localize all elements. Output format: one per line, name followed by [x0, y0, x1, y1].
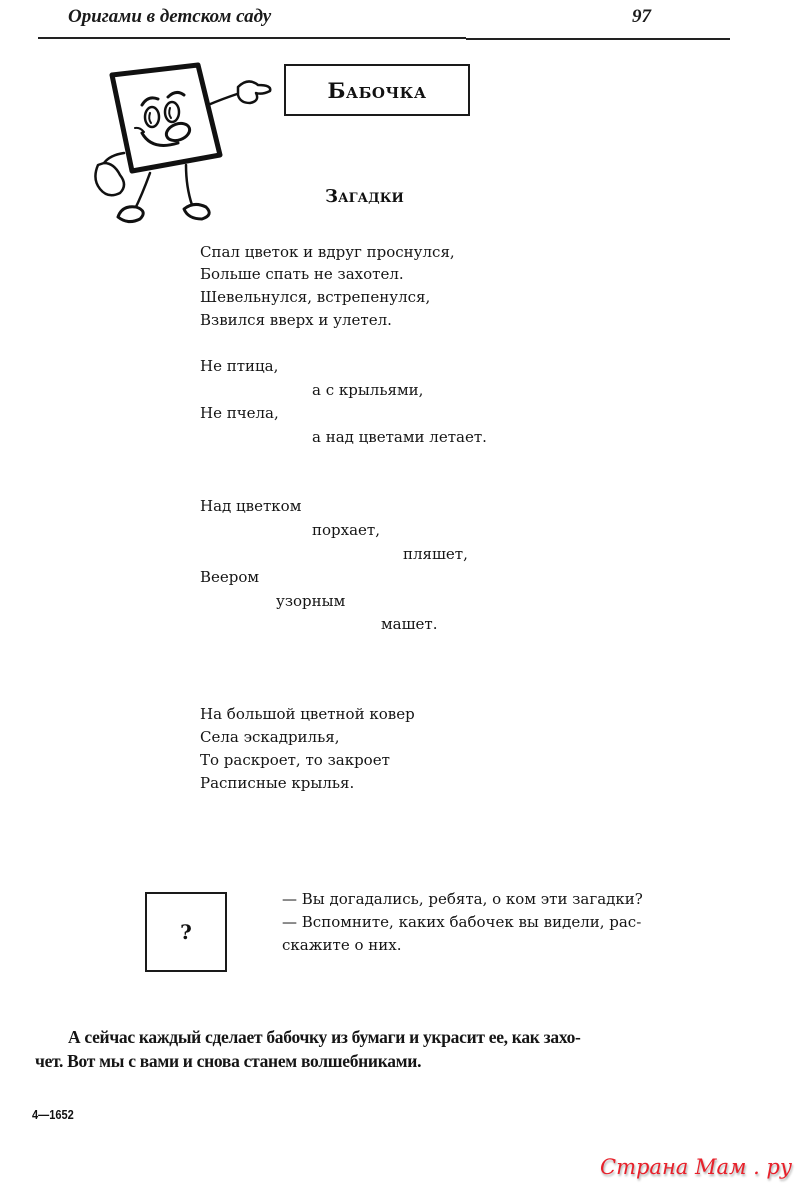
- poem-line: Не птица,: [200, 357, 279, 375]
- mascot-hand-right: [238, 81, 270, 103]
- poem-line: Веером: [200, 568, 260, 586]
- header-rule-right: [466, 38, 730, 40]
- title-box: [284, 64, 470, 116]
- poem-line: Взвился вверх и улетел.: [200, 311, 392, 329]
- poem-line: На большой цветной ковер: [200, 705, 415, 723]
- square-mascot-illustration: [90, 55, 285, 235]
- paragraph-line: А сейчас каждый сделает бабочку из бумаги и украсит ее, как захо-: [68, 1027, 581, 1047]
- poem-line: Села эскадрилья,: [200, 728, 340, 746]
- question-line: — Вспомните, каких бабочек вы видели, рас-: [282, 913, 642, 931]
- watermark-logo: Страна Мам . ру: [600, 1155, 793, 1179]
- question-line: — Вы догадались, ребята, о ком эти загадки?: [282, 890, 643, 908]
- section-subtitle: Загадки: [325, 186, 404, 207]
- poem-line: Расписные крылья.: [200, 774, 355, 792]
- poem-line: Над цветком: [200, 497, 302, 515]
- page-number: 97: [632, 6, 651, 27]
- poem-line: а с крыльями,: [312, 381, 424, 399]
- page-title: Бабочка: [327, 77, 427, 103]
- running-head: Оригами в детском саду: [68, 6, 272, 27]
- question-line: скажите о них.: [282, 936, 402, 954]
- question-mark-icon: ?: [180, 920, 192, 944]
- poem-line: Шевельнулся, встрепенулся,: [200, 288, 431, 306]
- question-mark-box: [145, 892, 227, 972]
- mascot-arm-left: [104, 153, 124, 163]
- mascot-leg-right: [186, 165, 192, 205]
- poem-line: а над цветами летает.: [312, 428, 487, 446]
- poem-line: Спал цветок и вдруг проснулся,: [200, 243, 455, 261]
- mascot-shoe-right: [184, 204, 209, 219]
- poem-line: узорным: [276, 592, 346, 610]
- mascot-shoe-left: [118, 207, 143, 222]
- poem-line: То раскроет, то закроет: [200, 751, 390, 769]
- paragraph-line: чет. Вот мы с вами и снова станем волшебниками.: [35, 1051, 422, 1071]
- printer-signature: 4—1652: [32, 1107, 74, 1122]
- poem-line: Больше спать не захотел.: [200, 265, 404, 283]
- mascot-arm-right: [208, 93, 240, 105]
- poem-line: машет.: [381, 615, 438, 633]
- poem-line: пляшет,: [403, 545, 468, 563]
- header-rule: [38, 37, 466, 39]
- mascot-leg-left: [134, 173, 150, 211]
- mascot-hand-left: [95, 163, 124, 195]
- poem-line: Не пчела,: [200, 404, 279, 422]
- poem-line: порхает,: [312, 521, 380, 539]
